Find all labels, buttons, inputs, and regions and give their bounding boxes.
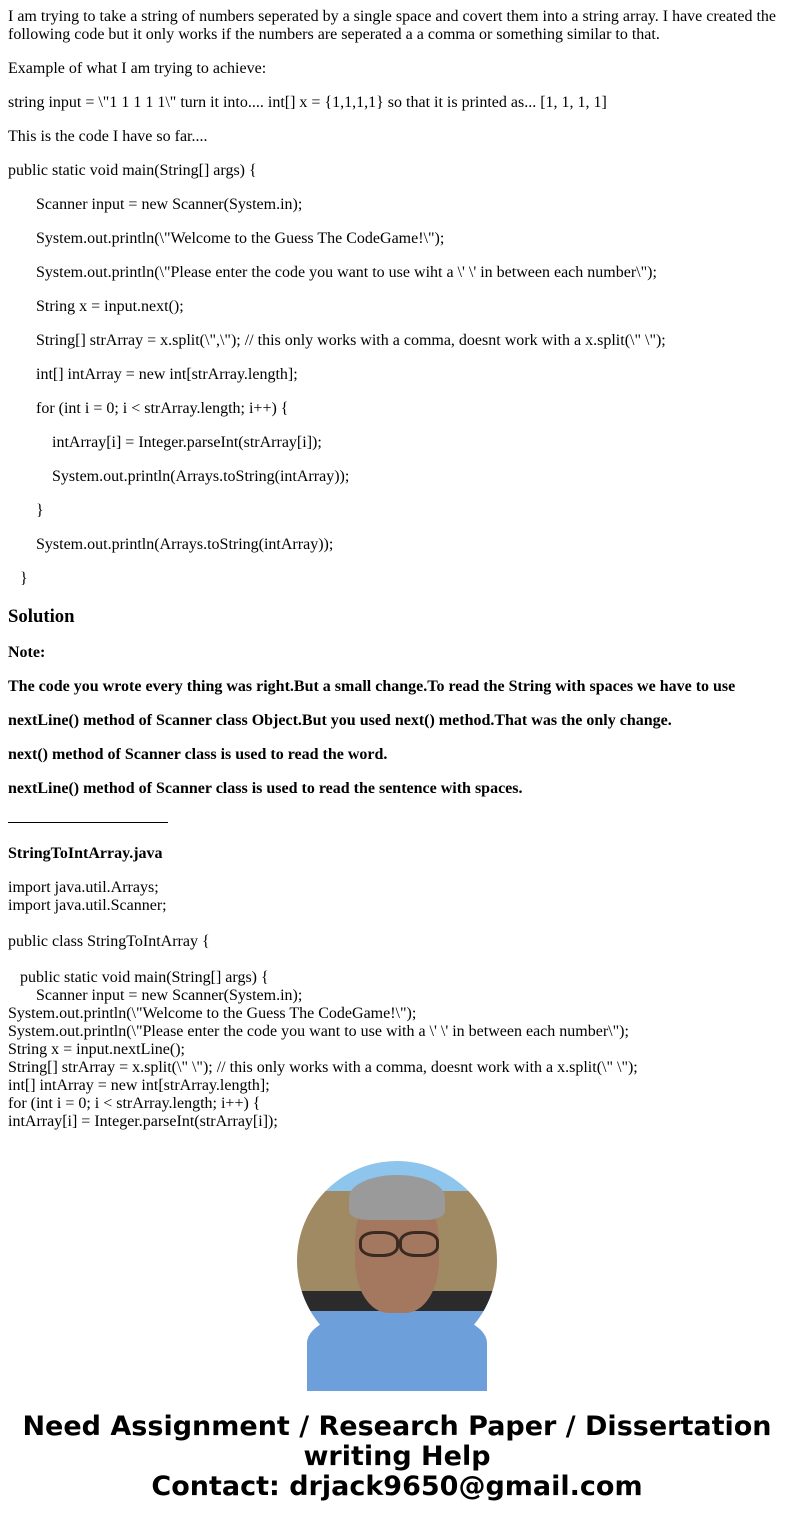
code-line: import java.util.Arrays; — [8, 879, 159, 896]
note-line: nextLine() method of Scanner class Object.But you used next() method.That was the only change. — [8, 712, 672, 729]
solution-code — [8, 879, 786, 1130]
footer-line-1: Need Assignment / Research Paper / Dissertation — [22, 1411, 772, 1442]
code-line: System.out.println(\"Please enter the code you want to use wiht a \' \' in between each number\"); — [36, 264, 657, 281]
code-line: String[] strArray = x.split(\",\"); // this only works with a comma, doesnt work with a x.split(\" \"); — [36, 332, 666, 349]
solution-notes — [8, 644, 786, 798]
example-text: string input = \"1 1 1 1 1\" turn it into.... int[] x = {1,1,1,1} so that it is printed as... [1, 1, 1, 1] — [8, 94, 607, 111]
divider — [8, 822, 168, 823]
code-line: public static void main(String[] args) { — [20, 969, 269, 986]
code-line: } — [20, 570, 28, 587]
code-line: String[] strArray = x.split(\" \"); // this only works with a comma, doesnt work with a x.split(\" \"); — [8, 1059, 638, 1076]
code-line — [8, 915, 786, 933]
contact-footer — [0, 1412, 794, 1502]
code-line — [8, 951, 786, 969]
footer-line-3: Contact: drjack9650@gmail.com — [151, 1471, 643, 1502]
code-line: for (int i = 0; i < strArray.length; i++) { — [8, 1095, 261, 1112]
code-line: System.out.println(\"Welcome to the Guess The CodeGame!\"); — [36, 230, 445, 247]
code-line: System.out.println(\"Please enter the code you want to use with a \' \' in between each number\"); — [8, 1023, 629, 1040]
code-line: Scanner input = new Scanner(System.in); — [36, 196, 303, 213]
code-line: int[] intArray = new int[strArray.length]; — [36, 366, 298, 383]
content — [0, 8, 794, 1130]
code-line: intArray[i] = Integer.parseInt(strArray[i]); — [52, 434, 322, 451]
code-line: System.out.println(Arrays.toString(intArray)); — [52, 468, 350, 485]
note-line: The code you wrote every thing was right.But a small change.To read the String with spaces we have to use — [8, 678, 736, 695]
solution-filename: StringToIntArray.java — [8, 845, 163, 862]
code-intro: This is the code I have so far.... — [8, 128, 208, 145]
code-line: import java.util.Scanner; — [8, 897, 167, 914]
question-intro: I am trying to take a string of numbers seperated by a single space and covert them into a string array. I have created the following code but it only works if the numbers are seperated a a comma or something similar to that. — [8, 8, 777, 43]
code-line: System.out.println(Arrays.toString(intArray)); — [36, 536, 334, 553]
code-line: public static void main(String[] args) { — [8, 162, 257, 179]
code-line: public class StringToIntArray { — [8, 933, 210, 950]
note-line: Note: — [8, 644, 46, 661]
question-code — [8, 162, 786, 588]
solution-heading: Solution — [8, 606, 75, 627]
code-line: } — [36, 502, 44, 519]
code-line: System.out.println(\"Welcome to the Guess The CodeGame!\"); — [8, 1005, 417, 1022]
author-photo — [297, 1161, 497, 1361]
footer-line-2: writing Help — [303, 1441, 491, 1472]
code-line: Scanner input = new Scanner(System.in); — [36, 987, 303, 1004]
note-line: next() method of Scanner class is used to read the word. — [8, 746, 388, 763]
code-line: intArray[i] = Integer.parseInt(strArray[i]); — [8, 1113, 278, 1130]
code-line: String x = input.next(); — [36, 298, 184, 315]
code-line: String x = input.nextLine(); — [8, 1041, 185, 1058]
code-line: int[] intArray = new int[strArray.length]; — [8, 1077, 270, 1094]
example-label: Example of what I am trying to achieve: — [8, 60, 267, 77]
note-line: nextLine() method of Scanner class is used to read the sentence with spaces. — [8, 780, 523, 797]
code-line: for (int i = 0; i < strArray.length; i++) { — [36, 400, 289, 417]
